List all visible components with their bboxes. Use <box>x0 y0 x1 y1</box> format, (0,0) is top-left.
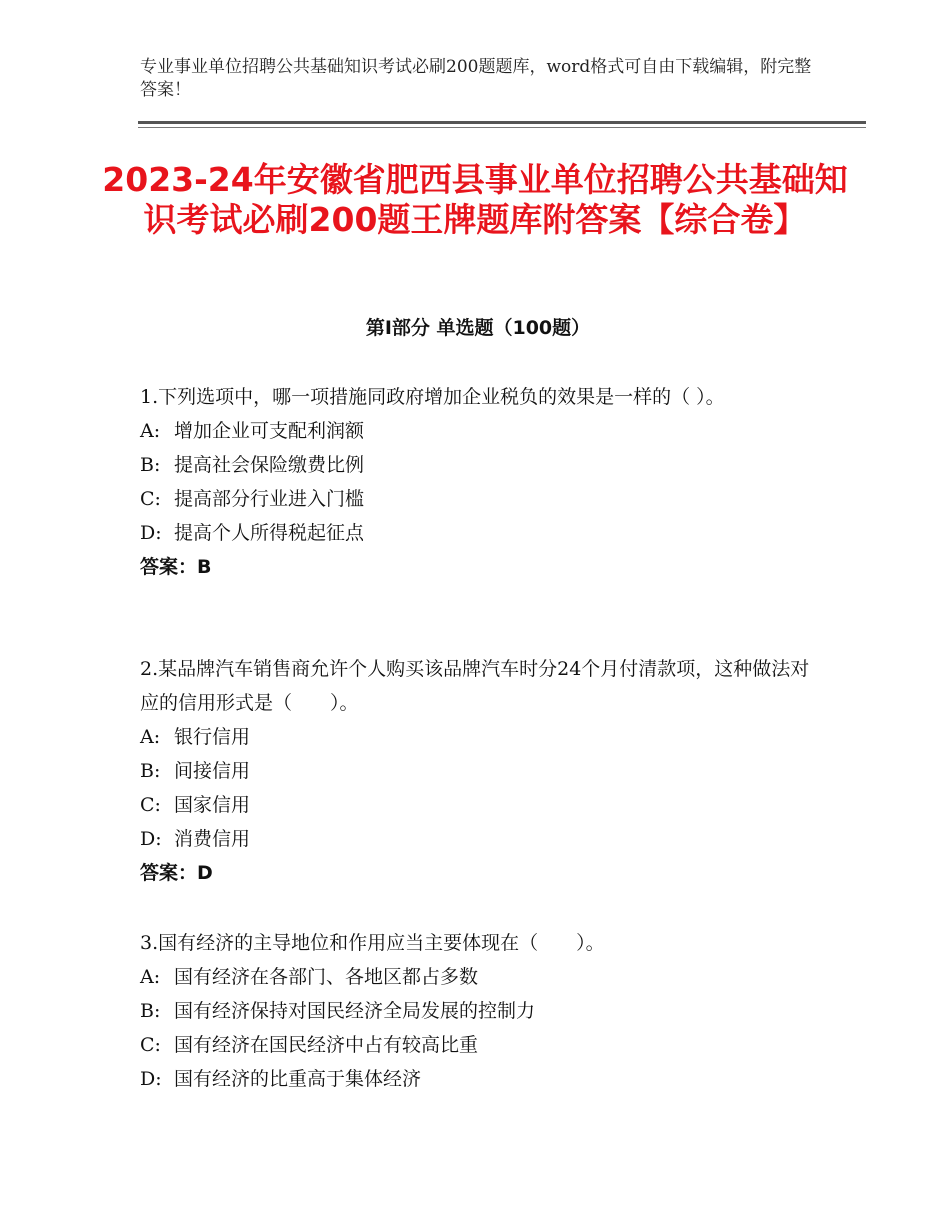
option-letter: A: <box>140 966 161 988</box>
option-d <box>140 1062 810 1096</box>
option-text: 国家信用 <box>174 794 251 816</box>
option-c <box>140 1028 810 1062</box>
answer: 答案：B <box>140 556 212 578</box>
option-text: 国有经济保持对国民经济全局发展的控制力 <box>174 1000 536 1022</box>
option-b <box>140 448 810 482</box>
question-stem: 3.国有经济的主导地位和作用应当主要体现在（ ）。 <box>140 932 605 954</box>
option-letter: A: <box>140 726 161 748</box>
option-c <box>140 482 810 516</box>
option-letter: B: <box>140 760 161 782</box>
option-text: 消费信用 <box>174 828 251 850</box>
option-letter: C: <box>140 1034 161 1056</box>
option-letter: B: <box>140 1000 161 1022</box>
option-text: 提高部分行业进入门槛 <box>174 488 365 510</box>
option-text: 国有经济在国民经济中占有较高比重 <box>174 1034 479 1056</box>
option-letter: D: <box>140 522 162 544</box>
question-stem: 2.某品牌汽车销售商允许个人购买该品牌汽车时分24个月付清款项，这种做法对应的信用形式是（ ）。 <box>140 658 810 714</box>
option-a <box>140 960 810 994</box>
option-text: 增加企业可支配利润额 <box>174 420 365 442</box>
option-text: 国有经济的比重高于集体经济 <box>174 1068 422 1090</box>
option-letter: C: <box>140 794 161 816</box>
question-stem: 1.下列选项中，哪一项措施同政府增加企业税负的效果是一样的（ ）。 <box>140 386 725 408</box>
question-1 <box>140 380 810 584</box>
header-rule-thin <box>138 127 866 128</box>
question-3 <box>140 926 810 1096</box>
option-text: 提高个人所得税起征点 <box>174 522 365 544</box>
option-letter: B: <box>140 454 161 476</box>
option-text: 间接信用 <box>174 760 251 782</box>
option-letter: D: <box>140 828 162 850</box>
section-heading: 第Ⅰ部分 单选题（100题） <box>365 317 591 339</box>
option-b <box>140 754 810 788</box>
question-2 <box>140 652 810 890</box>
option-d <box>140 822 810 856</box>
document-title: 2023-24年安徽省肥西县事业单位招聘公共基础知识考试必刷200题王牌题库附答案【综合卷】 <box>102 160 848 239</box>
option-letter: D: <box>140 1068 162 1090</box>
option-text: 国有经济在各部门、各地区都占多数 <box>174 966 479 988</box>
option-a <box>140 720 810 754</box>
header-note: 专业事业单位招聘公共基础知识考试必刷200题题库，word格式可自由下载编辑，附完整答案！ <box>140 57 812 100</box>
option-d <box>140 516 810 550</box>
option-b <box>140 994 810 1028</box>
option-letter: A: <box>140 420 161 442</box>
option-a <box>140 414 810 448</box>
header-rule-thick <box>138 121 866 124</box>
answer: 答案：D <box>140 862 213 884</box>
option-text: 提高社会保险缴费比例 <box>174 454 365 476</box>
option-text: 银行信用 <box>174 726 251 748</box>
option-letter: C: <box>140 488 161 510</box>
option-c <box>140 788 810 822</box>
